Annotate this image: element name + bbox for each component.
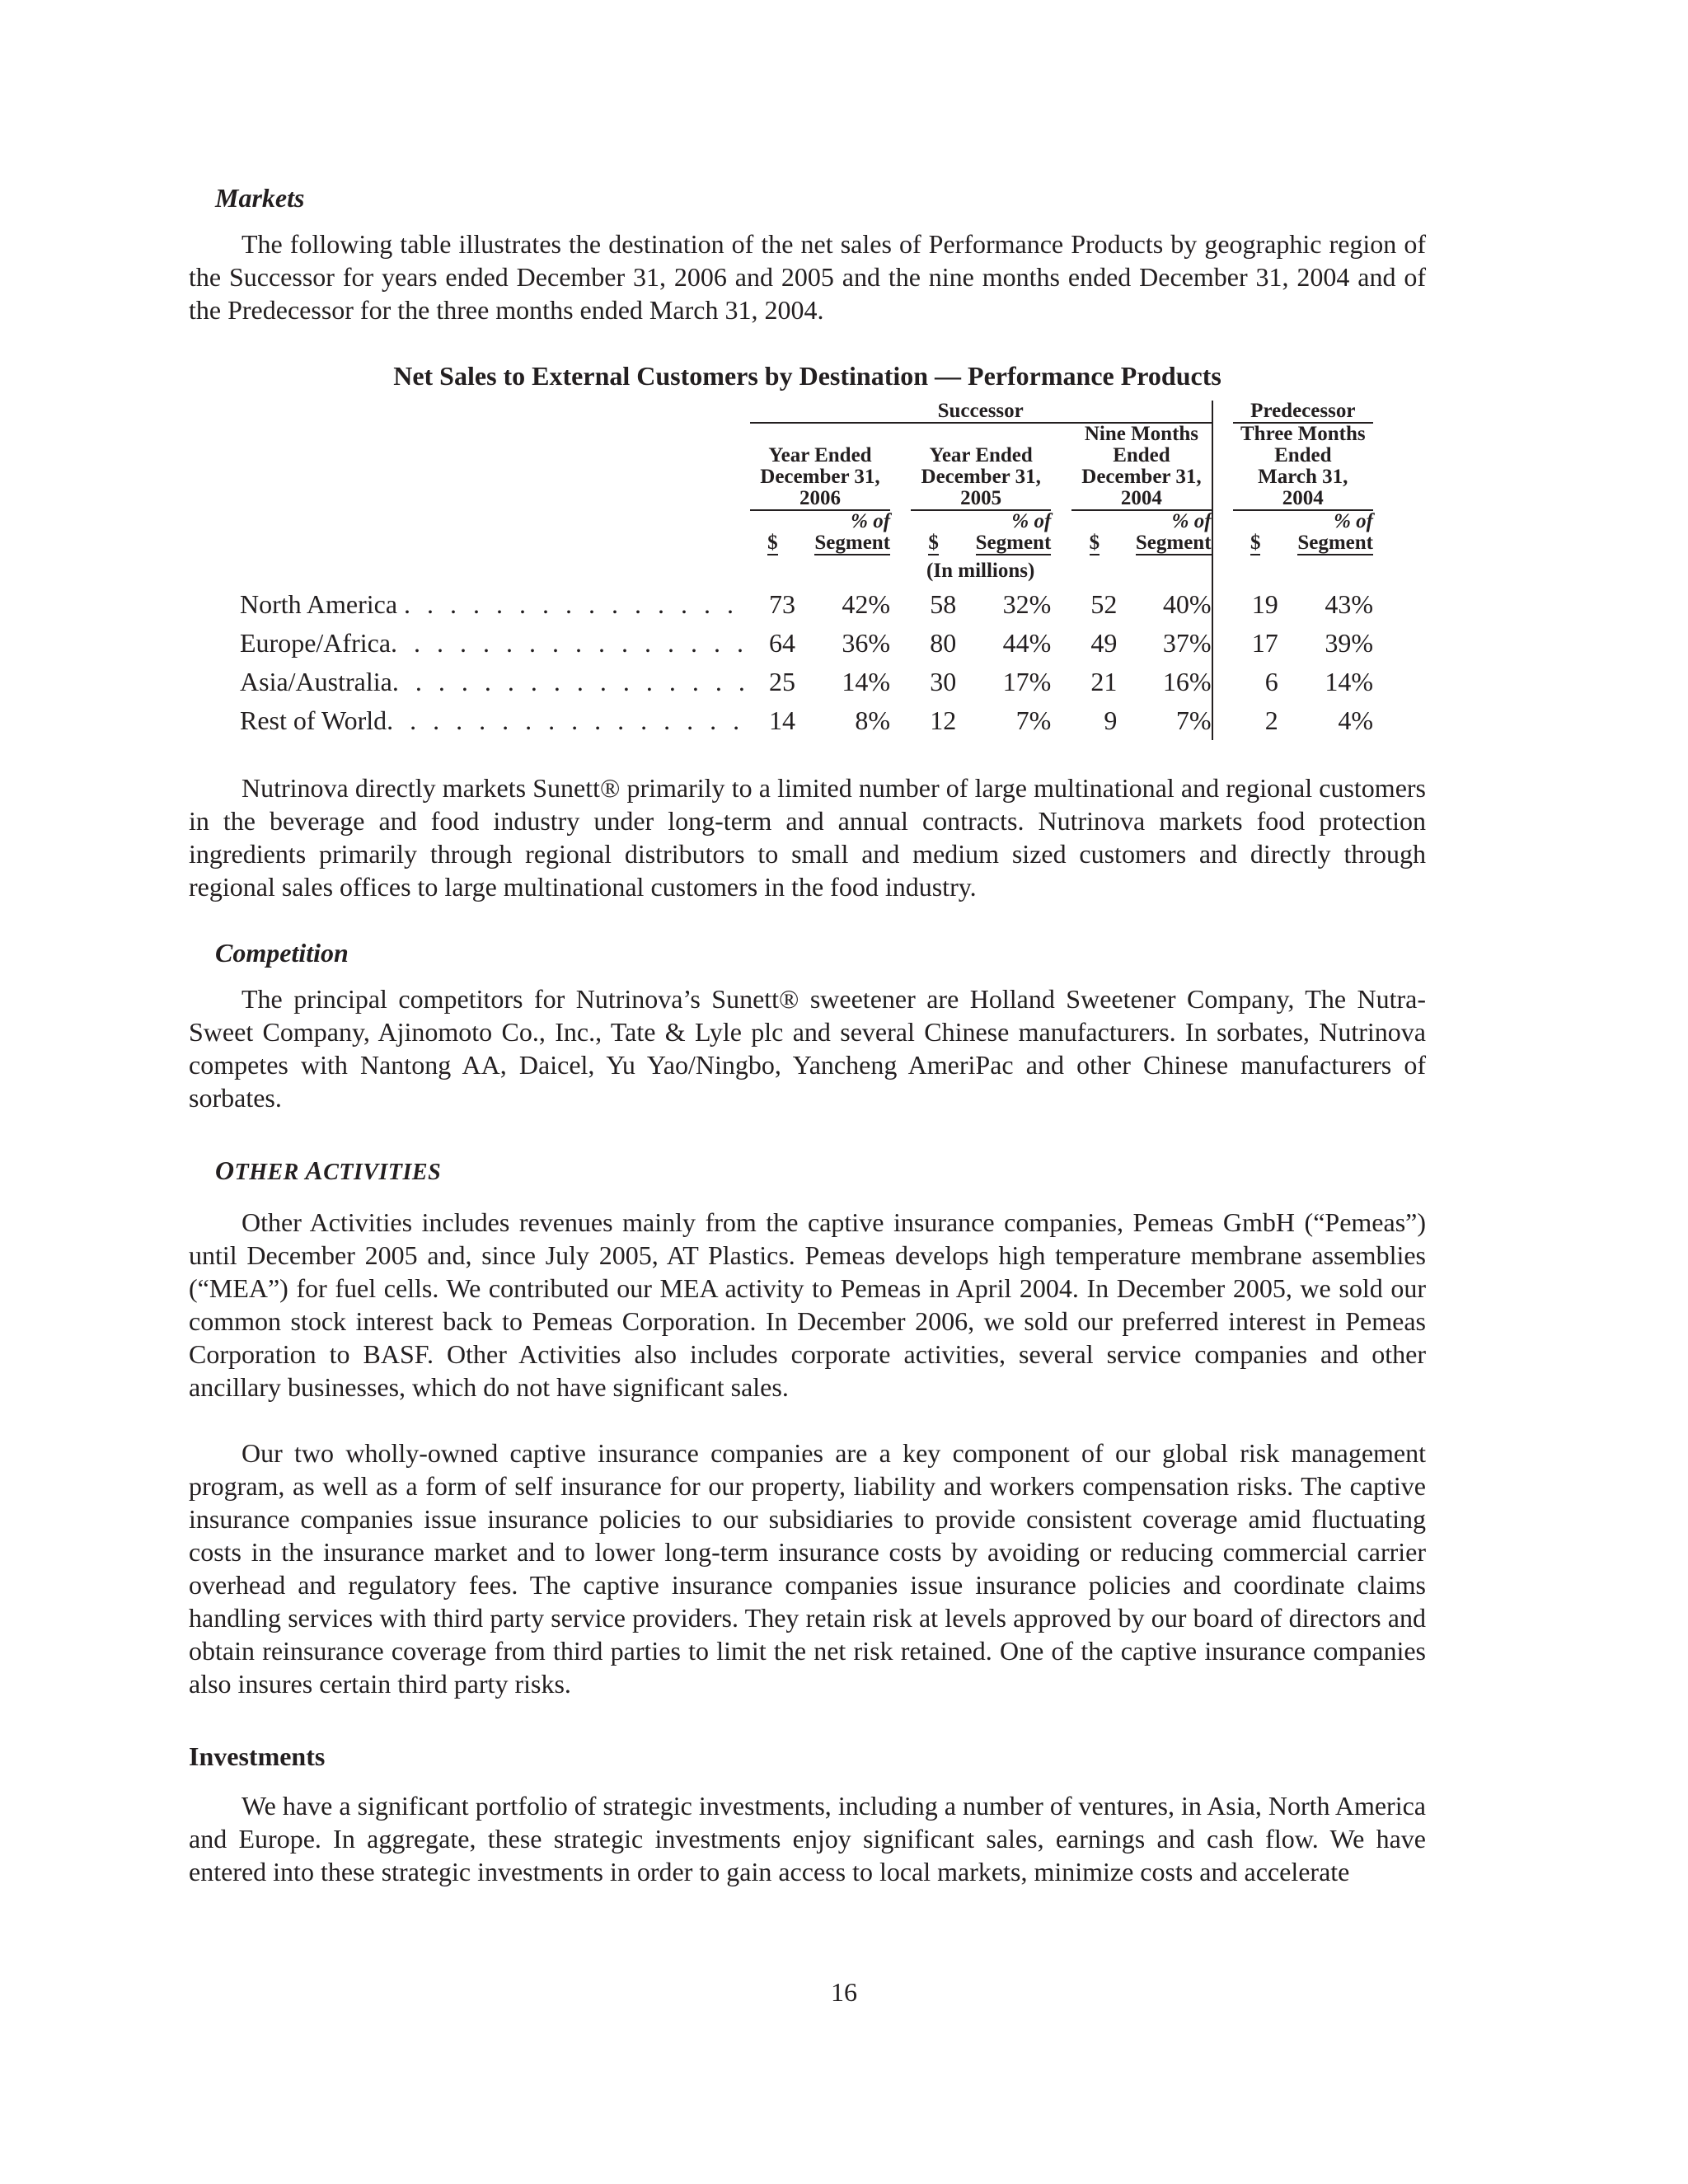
pct-col-header: Segment (1297, 532, 1373, 554)
other-activities-paragraph-1: Other Activities includes revenues mainly from the captive insurance companies, Pemeas GmbH (“Pemeas”) until December 2005 and, since July 2005, AT Plastics. Pemeas develops high temperature membrane assemblies (“MEA”) for fuel cells. We contributed our MEA activity to Pemeas in April 2004. In December 2005, we sold our common stock interest back to Pemeas Corporation. In December 2006, we sold our preferred interest in Pemeas Corporation to BASF. Other Activities also includes corporate activities, several service companies and other ancillary businesses, which do not have significant sales. (189, 1207, 1426, 1402)
region-label: Asia/Australia (240, 667, 392, 696)
pct-col-header: Segment (1135, 532, 1212, 554)
period-header: Three Months Ended March 31, 2004 (1233, 423, 1373, 510)
region-label: Rest of World (240, 705, 387, 735)
table-row: Europe/Africa. . . . . . . . . . . . . . . . 64 36% 80 44% 49 37% 17 39% (240, 624, 1373, 663)
markets-intro-paragraph: The following table illustrates the destination of the net sales of Performance Products by geographic region of the Successor for years ended December 31, 2006 and 2005 and the nine months ended December 31, 2004 and of the Predecessor for the three months ended March 31, 2004. (189, 229, 1426, 325)
period-header: Nine Months Ended December 31, 2004 (1071, 423, 1212, 510)
investments-paragraph: We have a significant portfolio of strategic investments, including a number of ventures, in Asia, North America and Europe. In aggregate, these strategic investments enjoy significant sales, earnings and cash flow. We have entered into these strategic investments in order to gain access to local markets, minimize costs and accelerate (189, 1791, 1426, 1886)
document-page (189, 181, 1426, 1921)
table-row: Asia/Australia. . . . . . . . . . . . . . . . 25 14% 30 17% 21 16% 6 14% (240, 663, 1373, 701)
units-note: (In millions) (926, 560, 1035, 582)
units-row (240, 554, 1373, 585)
competition-paragraph: The principal competitors for Nutrinova’s Sunett® sweetener are Holland Sweetener Company, The Nutra-Sweet Company, Ajinomoto Co., Inc., Tate & Lyle plc and several Chinese manufacturers. In sorbates, Nutrinova competes with Nantong AA, Daicel, Yu Yao/Ningbo, Yancheng AmeriPac and other Chinese manufacturers of sorbates. (189, 984, 1426, 1113)
dollar-col-header: $ (767, 532, 778, 554)
period-header: Year Ended December 31, 2005 (911, 423, 1051, 510)
period-header: Year Ended December 31, 2006 (750, 423, 890, 510)
markets-paragraph-2: Nutrinova directly markets Sunett® primarily to a limited number of large multinational and regional customers in the beverage and food industry under long-term and annual contracts. Nutrinova markets food protection ingredients primarily through regional distributors to small and medium sized customers and directly through regional sales offices to large multinational customers in the food industry. (189, 773, 1426, 902)
dollar-col-header: $ (928, 532, 939, 554)
net-sales-table (240, 401, 1373, 740)
table-column-header-row: $ % of Segment $ % of Segment $ % of Segment $ % of Segment (767, 510, 1373, 554)
successor-group-label: Successor (750, 401, 1212, 423)
predecessor-group-label: Predecessor (1233, 401, 1373, 423)
other-activities-paragraph-2: Our two wholly-owned captive insurance companies are a key component of our global risk management program, as well as a form of self insurance for our property, liability and workers compensation risks. The captive insurance companies issue insurance policies to our subsidiaries to provide consistent coverage amid fluctuating costs in the insurance market and to lower long-term insurance costs by avoiding or reducing commercial carrier overhead and regulatory fees. The captive insurance companies issue insurance policies and coordinate claims handling services with third party service providers. They retain risk at levels approved by our board of directors and obtain reinsurance coverage from third parties to limit the net risk retained. One of the captive insurance companies also insures certain third party risks. (189, 1438, 1426, 1699)
investments-heading: Investments (189, 1741, 326, 1771)
table-row: North America . . . . . . . . . . . . . . . 73 42% 58 32% 52 40% 19 43% (240, 585, 1373, 624)
region-label: North America (240, 589, 398, 619)
competition-heading: Competition (215, 938, 349, 968)
other-activities-heading: OTHER ACTIVITIES (215, 1155, 442, 1185)
table-period-header-row (240, 423, 1373, 510)
dollar-col-header: $ (1250, 532, 1261, 554)
markets-heading: Markets (215, 183, 305, 213)
pct-col-header: Segment (975, 532, 1052, 554)
region-label: Europe/Africa (240, 628, 392, 658)
table-title: Net Sales to External Customers by Destination — Performance Products (393, 361, 1221, 391)
pct-col-header: Segment (814, 532, 891, 554)
page-number: 16 (831, 1977, 857, 2007)
dollar-col-header: $ (1089, 532, 1100, 554)
table-group-header-row (240, 401, 1373, 423)
table-row: Rest of World. . . . . . . . . . . . . . . . 14 8% 12 7% 9 7% 2 4% (240, 701, 1373, 740)
